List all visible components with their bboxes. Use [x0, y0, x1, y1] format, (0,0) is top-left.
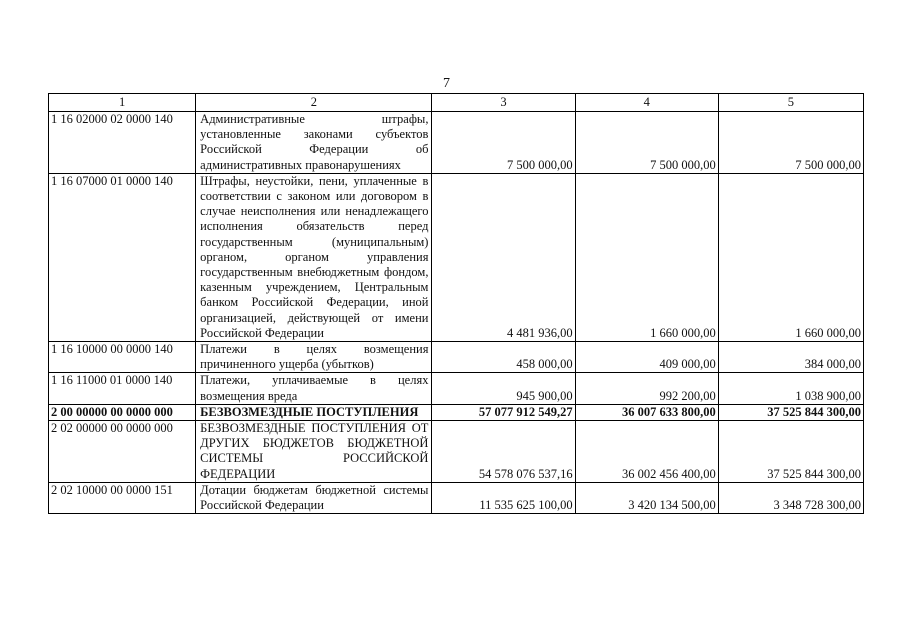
row-code: 2 02 10000 00 0000 151	[49, 482, 196, 513]
row-value-col4: 1 660 000,00	[575, 173, 718, 341]
row-description: Штрафы, неустойки, пени, уплаченные в соответствии с законом или договором в случае неисполнения или ненадлежащего исполнения обязательств перед государственным (муниципальным) органом, органом управления государственным внебюджетным фондом, казенным учреждением, Центральным банком Российской Федерации, иной организацией, действующей от имени Российской Федерации	[196, 173, 432, 341]
table-row	[49, 373, 864, 404]
row-value-col5: 384 000,00	[718, 342, 863, 373]
row-code: 1 16 11000 01 0000 140	[49, 373, 196, 404]
header-col-4: 4	[575, 94, 718, 112]
row-description: БЕЗВОЗМЕЗДНЫЕ ПОСТУПЛЕНИЯ	[196, 404, 432, 420]
row-value-col3: 11 535 625 100,00	[432, 482, 575, 513]
row-value-col5: 1 038 900,00	[718, 373, 863, 404]
header-col-5: 5	[718, 94, 863, 112]
table-row	[49, 421, 864, 483]
row-value-col3: 4 481 936,00	[432, 173, 575, 341]
table-row-total	[49, 404, 864, 420]
row-value-col5: 7 500 000,00	[718, 112, 863, 174]
row-description: Административные штрафы, установленные законами субъектов Российской Федерации об административных правонарушениях	[196, 112, 432, 174]
row-description: БЕЗВОЗМЕЗДНЫЕ ПОСТУПЛЕНИЯ ОТ ДРУГИХ БЮДЖЕТОВ БЮДЖЕТНОЙ СИСТЕМЫ РОССИЙСКОЙ ФЕДЕРАЦИИ	[196, 421, 432, 483]
table-row	[49, 482, 864, 513]
row-value-col3: 458 000,00	[432, 342, 575, 373]
row-value-col3: 57 077 912 549,27	[432, 404, 575, 420]
header-col-2: 2	[196, 94, 432, 112]
row-value-col5: 3 348 728 300,00	[718, 482, 863, 513]
row-code: 1 16 07000 01 0000 140	[49, 173, 196, 341]
header-row	[49, 94, 864, 112]
row-value-col3: 7 500 000,00	[432, 112, 575, 174]
row-description: Платежи в целях возмещения причиненного ущерба (убытков)	[196, 342, 432, 373]
row-value-col4: 7 500 000,00	[575, 112, 718, 174]
table-row	[49, 173, 864, 341]
table-row	[49, 112, 864, 174]
row-code: 1 16 10000 00 0000 140	[49, 342, 196, 373]
row-code: 2 02 00000 00 0000 000	[49, 421, 196, 483]
row-value-col5: 1 660 000,00	[718, 173, 863, 341]
page-number: 7	[443, 76, 450, 91]
row-value-col5: 37 525 844 300,00	[718, 421, 863, 483]
row-code: 2 00 00000 00 0000 000	[49, 404, 196, 420]
row-value-col4: 36 007 633 800,00	[575, 404, 718, 420]
budget-table	[48, 93, 864, 514]
header-col-3: 3	[432, 94, 575, 112]
row-value-col3: 54 578 076 537,16	[432, 421, 575, 483]
row-value-col4: 36 002 456 400,00	[575, 421, 718, 483]
row-value-col4: 409 000,00	[575, 342, 718, 373]
row-value-col5: 37 525 844 300,00	[718, 404, 863, 420]
row-description: Дотации бюджетам бюджетной системы Российской Федерации	[196, 482, 432, 513]
row-value-col4: 3 420 134 500,00	[575, 482, 718, 513]
row-description: Платежи, уплачиваемые в целях возмещения вреда	[196, 373, 432, 404]
row-value-col3: 945 900,00	[432, 373, 575, 404]
header-col-1: 1	[49, 94, 196, 112]
row-value-col4: 992 200,00	[575, 373, 718, 404]
table-row	[49, 342, 864, 373]
row-code: 1 16 02000 02 0000 140	[49, 112, 196, 174]
table-header	[49, 94, 864, 112]
table-body	[49, 112, 864, 514]
